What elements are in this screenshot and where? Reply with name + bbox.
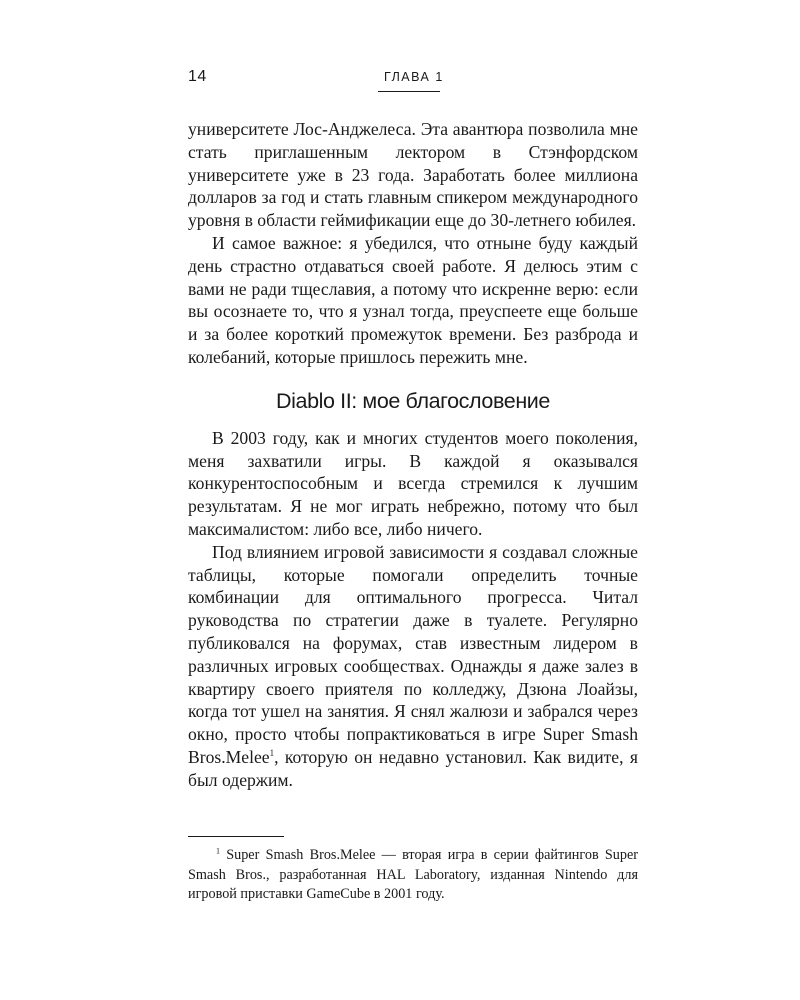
book-page: [188, 0, 638, 1000]
paragraph-continued: университете Лос-Анджелеса. Эта авантюра позволила мне стать приглашенным лектором в Стэнфордском университете уже в 23 года. Заработать более миллиона долларов за год и стать главным спикером международного уровня в области геймификации еще до 30-летнего юбилея.: [188, 119, 638, 231]
footnote: [188, 846, 638, 905]
section-heading: Diablo II: мое благословение: [276, 388, 550, 413]
footnote-reference: 1: [269, 748, 275, 759]
main-text: [188, 118, 638, 792]
paragraph: И самое важное: я убедился, что отныне буду каждый день страстно отдаваться своей работе. Я делюсь этим с вами не ради тщеславия, а потому что искренне верю: если вы осознаете то, что я узнал тогда, преуспеете еще больше и за более короткий промежуток времени. Без разброда и колебаний, которые пришлось пережить мне.: [188, 232, 638, 367]
paragraph: В 2003 году, как и многих студентов моего поколения, меня захватили игры. В каждой я оказывался конкурентоспособным и всегда стремился к лучшим результатам. Я не мог играть небрежно, потому что был максималистом: либо все, либо ничего.: [188, 427, 638, 539]
footnote-separator: [188, 836, 284, 837]
footnote-mark: 1: [216, 846, 220, 856]
paragraph-text: Под влиянием игровой зависимости я создавал сложные таблицы, которые помогали определить точные комбинации для оптимального прогресса. Читал руководства по стратегии даже в туалете. Регулярно публиковался на форумах, став известным лидером в различных игровых сообществах. Однажды я даже залез в квартиру своего приятеля по колледжу, Дзюна Лоайзы, когда тот ушел на занятия. Я снял жалюзи и забрался через окно, просто чтобы попрактиковаться в игре Super Smash Bros.Melee: [188, 541, 638, 767]
footnote-text: Super Smash Bros.Melee — вторая игра в серии файтингов Super Smash Bros., разработанная HAL Laboratory, изданная Nintendo для игровой приставки GameCube в 2001 году.: [188, 847, 638, 902]
page-number: 14: [188, 68, 207, 85]
chapter-label-underline: [378, 91, 440, 92]
paragraph-text-tail: , которую он недавно установил. Как видите, я был одержим.: [188, 746, 638, 790]
chapter-label: ГЛАВА 1: [384, 70, 444, 84]
running-head: [188, 62, 638, 102]
paragraph-with-footnote: [188, 541, 638, 792]
